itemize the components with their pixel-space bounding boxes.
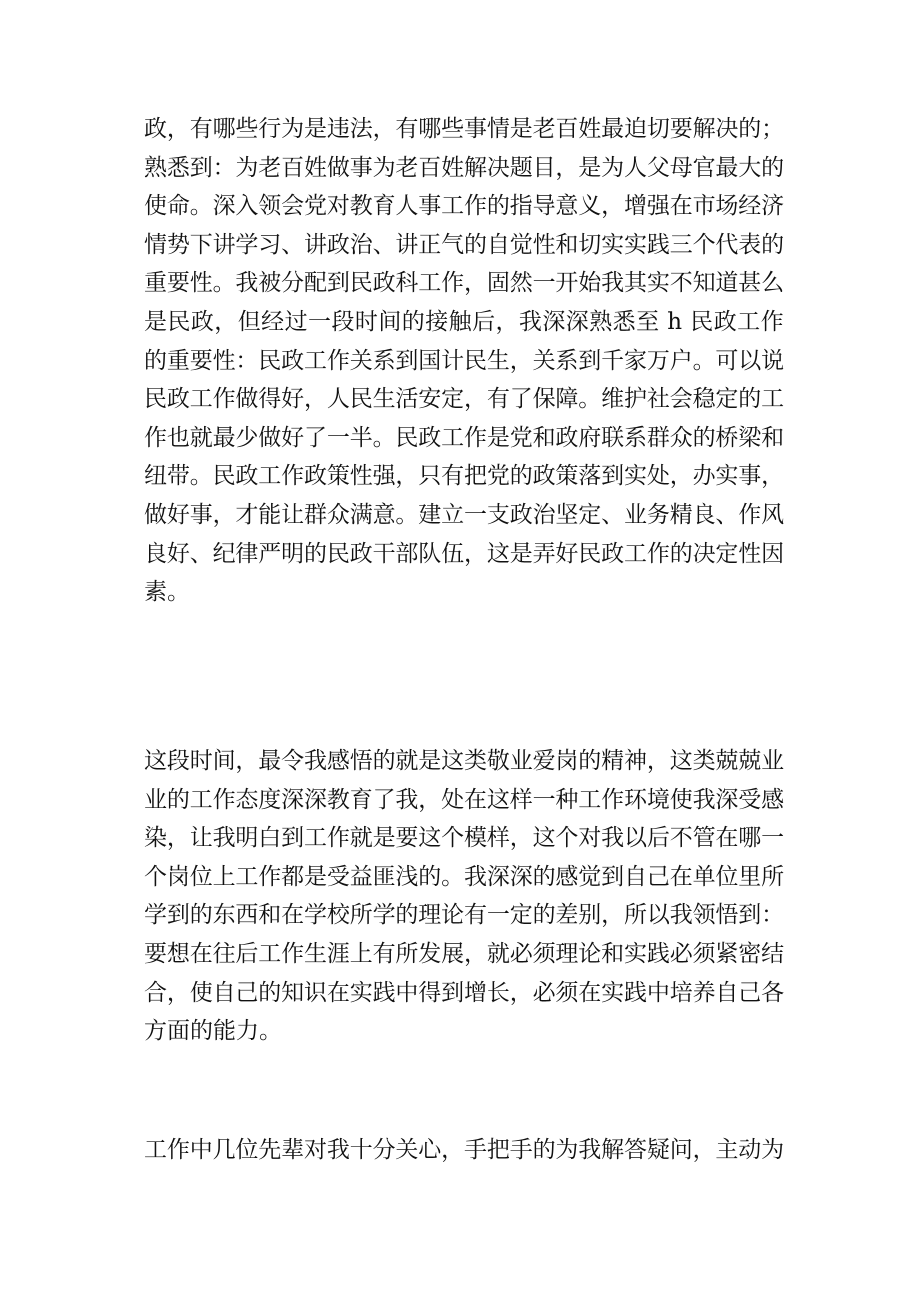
text-line: 这段时间，最令我感悟的就是这类敬业爱岗的精神，这类兢兢业 [144,748,785,774]
text-line: 做好事，才能让群众满意。建立一支政治坚定、业务精良、作风 [144,501,785,528]
text-line: 染，让我明白到工作就是要这个模样，这个对我以后不管在哪一 [144,825,785,852]
text-line: 纽带。民政工作政策性强，只有把党的政策落到实处，办实事， [144,463,785,490]
text-line: 民政工作做得好，人民生活安定，有了保障。维护社会稳定的工 [144,386,785,413]
paragraph-2 [144,742,784,1051]
text-line: 重要性。我被分配到民政科工作，固然一开始我其实不知道甚么 [144,270,785,297]
text-line: 的重要性：民政工作关系到国计民生，关系到千家万户。可以说 [144,347,785,374]
text-line: 使命。深入领会党对教育人事工作的指导意义，增强在市场经济 [144,193,785,220]
text-line: 素。 [144,579,190,606]
text-line: 情势下讲学习、讲政治、讲正气的自觉性和切实实践三个代表的 [144,231,785,258]
text-line: 政，有哪些行为是违法，有哪些事情是老百姓最迫切要解决的； [144,116,785,142]
text-line: 熟悉到：为老百姓做事为老百姓解决题目，是为人父母官最大的 [144,154,785,181]
text-line: 方面的能力。 [144,1018,282,1045]
text-line: 作也就最少做好了一半。民政工作是党和政府联系群众的桥梁和 [144,424,785,451]
text-line: 是民政，但经过一段时间的接触后，我深深熟悉至 h 民政工作 [144,308,784,335]
text-line: 要想在往后工作生涯上有所发展，就必须理论和实践必须紧密结 [144,940,785,967]
text-line: 合，使自己的知识在实践中得到增长，必须在实践中培养自己各 [144,979,785,1006]
text-line: 个岗位上工作都是受益匪浅的。我深深的感觉到自己在单位里所 [144,863,785,890]
text-line: 工作中几位先辈对我十分关心，手把手的为我解答疑问，主动为 [144,1137,785,1163]
text-line: 业的工作态度深深教育了我，处在这样一种工作环境使我深受感 [144,786,785,813]
text-line: 良好、纪律严明的民政干部队伍，这是弄好民政工作的决定性因 [144,540,785,567]
paragraph-1 [144,110,784,612]
paragraph-3 [144,1131,784,1170]
text-line: 学到的东西和在学校所学的理论有一定的差别，所以我领悟到： [144,902,785,929]
